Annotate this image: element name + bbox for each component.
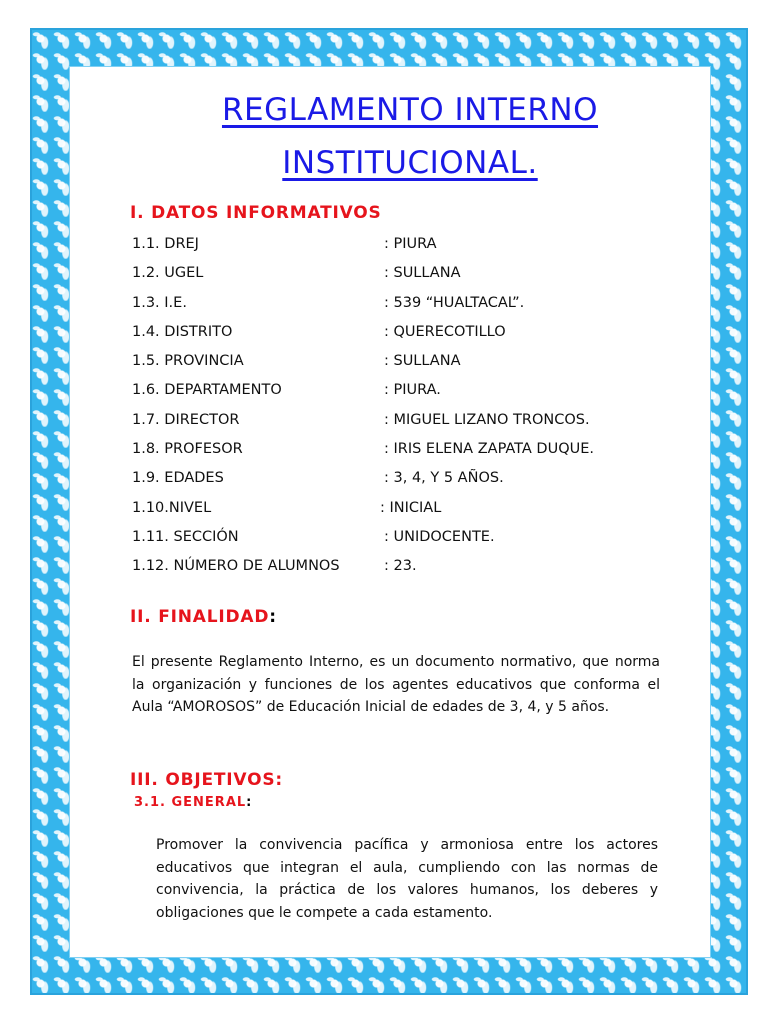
item-key: 1.12. NÚMERO DE ALUMNOS bbox=[132, 558, 340, 575]
item-key: 1.11. SECCIÓN bbox=[132, 528, 239, 545]
title-line-2: INSTITUCIONAL. bbox=[282, 145, 538, 181]
list-item bbox=[132, 353, 692, 382]
item-value: : IRIS ELENA ZAPATA DUQUE. bbox=[384, 441, 595, 458]
item-key: 1.2. UGEL bbox=[132, 265, 204, 282]
section-2-heading-colon: : bbox=[269, 607, 277, 627]
section-3-heading: III. OBJETIVOS: bbox=[130, 770, 283, 790]
item-value: : 3, 4, Y 5 AÑOS. bbox=[384, 470, 504, 487]
objetivo-general-paragraph: Promover la convivencia pacífica y armoniosa entre los actores educativos que integran el aula, cumpliendo con las normas de convivencia, la práctica de los valores humanos, los deberes y obligaciones que le compete a cada estamento. bbox=[156, 837, 658, 921]
list-item bbox=[132, 324, 692, 353]
list-item bbox=[132, 529, 692, 558]
item-key: 1.1. DREJ bbox=[132, 236, 199, 252]
item-key: 1.3. I.E. bbox=[132, 294, 187, 311]
section-1-heading: I. DATOS INFORMATIVOS bbox=[130, 203, 382, 223]
item-value: : QUERECOTILLO bbox=[384, 323, 506, 340]
item-value: : PIURA. bbox=[384, 382, 441, 399]
list-item bbox=[132, 470, 692, 499]
item-key: 1.5. PROVINCIA bbox=[132, 353, 244, 370]
sub-heading-text: 3.1. GENERAL bbox=[134, 795, 247, 810]
item-key: 1.7. DIRECTOR bbox=[132, 411, 240, 428]
list-item bbox=[132, 295, 692, 324]
item-value: : UNIDOCENTE. bbox=[384, 528, 495, 545]
list-item bbox=[132, 265, 692, 294]
title-line-1: REGLAMENTO INTERNO bbox=[221, 92, 599, 128]
section-2-heading bbox=[130, 607, 277, 627]
list-item bbox=[132, 412, 692, 441]
item-value: : 23. bbox=[384, 558, 417, 575]
list-item bbox=[132, 441, 692, 470]
item-value: : INICIAL bbox=[380, 499, 442, 516]
list-item bbox=[132, 500, 692, 529]
sub-heading-colon: : bbox=[246, 795, 253, 810]
list-item bbox=[132, 382, 692, 411]
item-value: : SULLANA bbox=[384, 353, 461, 370]
item-value: : 539 “HUALTACAL”. bbox=[384, 294, 525, 311]
finalidad-paragraph: El presente Reglamento Interno, es un documento normativo, que norma la organización y funciones de los agentes educativos que conforma el Aula “AMOROSOS” de Educación Inicial de edades de 3, 4, y 5 años. bbox=[132, 654, 660, 716]
list-item bbox=[132, 236, 692, 265]
item-key: 1.10.NIVEL bbox=[132, 499, 212, 516]
datos-informativos-list bbox=[132, 236, 692, 588]
item-value: : SULLANA bbox=[384, 265, 461, 282]
item-key: 1.6. DEPARTAMENTO bbox=[132, 382, 282, 399]
section-2-heading-text: II. FINALIDAD bbox=[130, 607, 270, 627]
list-item bbox=[132, 558, 692, 587]
item-value: : MIGUEL LIZANO TRONCOS. bbox=[384, 411, 590, 428]
item-key: 1.8. PROFESOR bbox=[132, 441, 243, 458]
item-value: : PIURA bbox=[384, 236, 437, 252]
item-key: 1.4. DISTRITO bbox=[132, 323, 233, 340]
sub-heading-general bbox=[134, 795, 252, 810]
item-key: 1.9. EDADES bbox=[132, 470, 224, 487]
